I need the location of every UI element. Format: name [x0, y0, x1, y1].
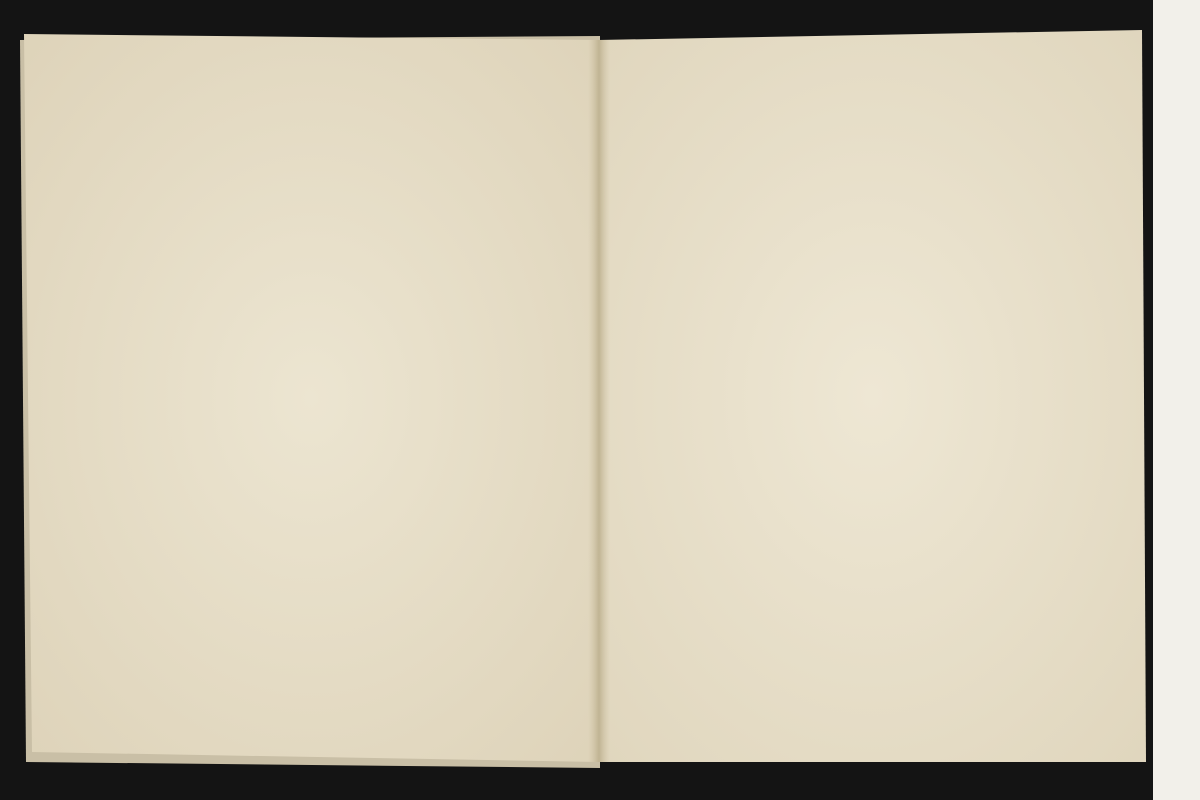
right-page	[598, 30, 1146, 762]
book-gutter	[588, 40, 610, 762]
left-page	[24, 34, 598, 762]
measuring-ruler	[1153, 0, 1200, 800]
